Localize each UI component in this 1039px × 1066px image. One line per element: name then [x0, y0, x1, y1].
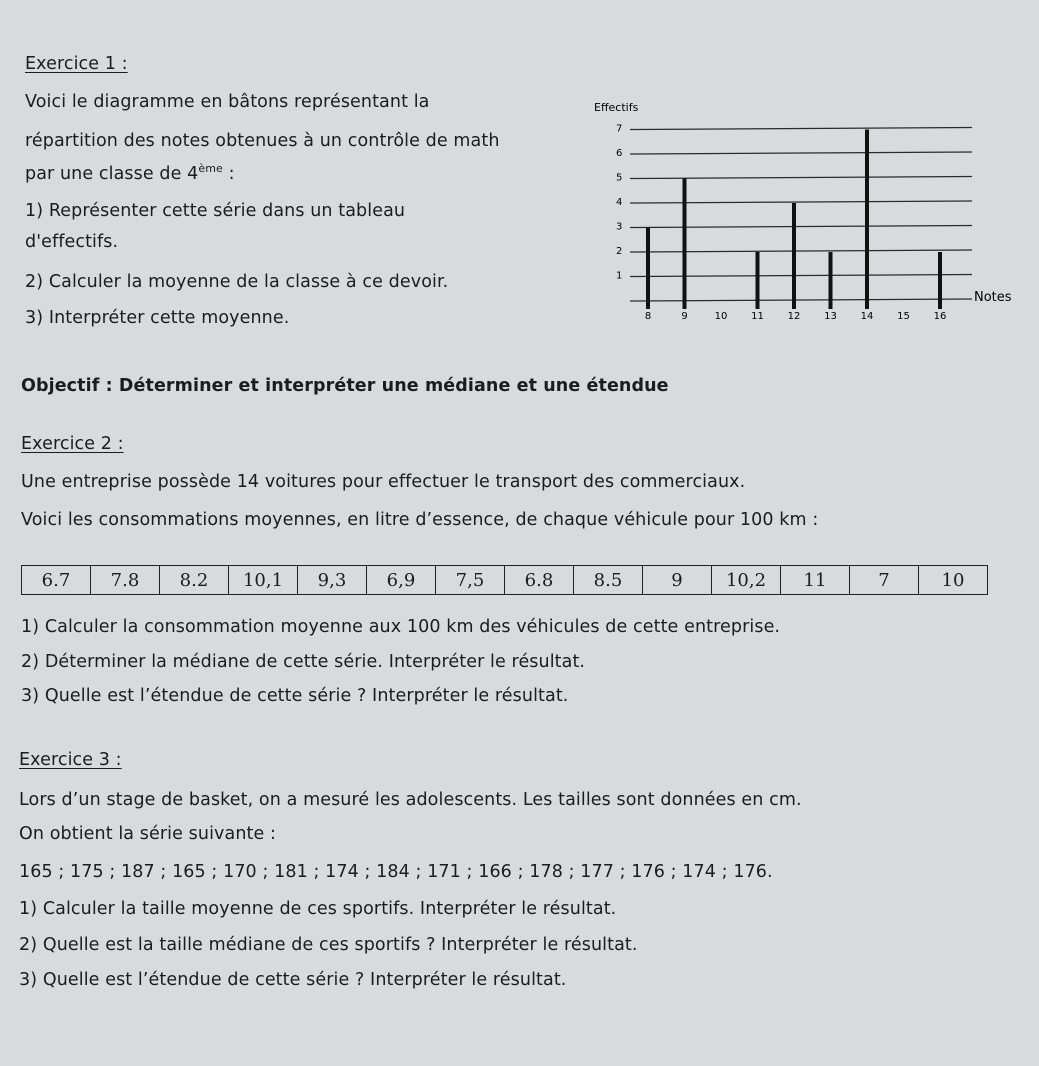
- y-tick-label: 5: [616, 172, 623, 184]
- table-cell: 9,3: [298, 566, 367, 595]
- exercise-1-title: Exercice 1 :: [25, 54, 128, 74]
- table-cell: 6.8: [505, 566, 574, 595]
- exercise-3-question-1: 1) Calculer la taille moyenne de ces sportifs. Interpréter le résultat.: [19, 899, 617, 919]
- gridline: [630, 275, 972, 277]
- y-tick-label: 7: [616, 123, 623, 135]
- table-cell: 8.5: [574, 566, 643, 595]
- x-axis-line: [630, 299, 972, 301]
- exercise-1-intro-line-3: [25, 162, 235, 184]
- table-cell: 7: [850, 566, 919, 595]
- x-tick-label: 9: [681, 311, 688, 322]
- table-cell: 10,2: [712, 566, 781, 595]
- x-tick-label: 11: [751, 311, 764, 322]
- x-axis-title: Notes: [974, 290, 1012, 305]
- y-tick-label: 6: [616, 148, 623, 159]
- exercise-3-title: Exercice 3 :: [19, 750, 122, 770]
- gridline: [630, 226, 972, 228]
- exercise-3-paragraph-1: Lors d’un stage de basket, on a mesuré les adolescents. Les tailles sont données en cm.: [19, 790, 802, 810]
- exercise-2-question-3: 3) Quelle est l’étendue de cette série ? Interpréter le résultat.: [21, 686, 569, 706]
- exercise-2-question-1: 1) Calculer la consommation moyenne aux 100 km des véhicules de cette entreprise.: [21, 617, 781, 637]
- y-axis-title: Effectifs: [594, 101, 639, 114]
- y-tick-label: 4: [616, 197, 623, 208]
- gridline: [630, 128, 972, 130]
- exercise-2-paragraph-1: Une entreprise possède 14 voitures pour effectuer le transport des commerciaux.: [21, 472, 746, 492]
- table-row: [22, 566, 988, 595]
- exercise-3-question-3: 3) Quelle est l’étendue de cette série ? Interpréter le résultat.: [19, 970, 567, 990]
- table-cell: 7,5: [436, 566, 505, 595]
- table-cell: 8.2: [160, 566, 229, 595]
- exercise-1-question-2: 2) Calculer la moyenne de la classe à ce devoir.: [25, 272, 449, 292]
- gridline: [630, 201, 972, 203]
- x-tick-label: 13: [824, 311, 837, 322]
- gridline: [630, 152, 972, 154]
- x-tick-label: 16: [933, 311, 947, 322]
- exercise-2-paragraph-2: Voici les consommations moyennes, en litre d’essence, de chaque véhicule pour 100 km :: [21, 510, 819, 530]
- table-cell: 6,9: [367, 566, 436, 595]
- table-cell: 9: [643, 566, 712, 595]
- gridline: [630, 177, 972, 179]
- exercise-1-question-1b: d'effectifs.: [25, 232, 119, 252]
- exercise-1-question-3: 3) Interpréter cette moyenne.: [25, 308, 290, 328]
- consumption-table: [21, 565, 988, 595]
- exercise-3-series: 165 ; 175 ; 187 ; 165 ; 170 ; 181 ; 174 ; 184 ; 171 ; 166 ; 178 ; 177 ; 176 ; 174 ; 176.: [19, 862, 773, 882]
- y-tick-label: 3: [616, 221, 623, 233]
- exercise-1-question-1a: 1) Représenter cette série dans un tableau: [25, 201, 406, 221]
- objective-text: Objectif : Déterminer et interpréter une médiane et une étendue: [21, 376, 669, 396]
- table-cell: 10: [919, 566, 988, 595]
- exercise-3-question-2: 2) Quelle est la taille médiane de ces sportifs ? Interpréter le résultat.: [19, 935, 638, 955]
- x-tick-label: 12: [787, 311, 801, 322]
- x-tick-label: 8: [644, 311, 652, 322]
- intro-text: par une classe de 4: [25, 163, 199, 184]
- intro-colon: :: [222, 163, 235, 184]
- gridline: [630, 250, 972, 252]
- y-tick-label: 1: [616, 270, 623, 282]
- table-cell: 10,1: [229, 566, 298, 595]
- table-cell: 11: [781, 566, 850, 595]
- table-cell: 6.7: [22, 566, 91, 595]
- x-tick-label: 15: [897, 311, 910, 322]
- exercise-2-question-2: 2) Déterminer la médiane de cette série. Interpréter le résultat.: [21, 652, 586, 672]
- exercise-3-paragraph-2: On obtient la série suivante :: [19, 824, 276, 844]
- table-cell: 7.8: [91, 566, 160, 595]
- exercise-1-intro-line-2: répartition des notes obtenues à un contrôle de math: [25, 131, 500, 151]
- grades-bar-chart: [580, 95, 1020, 330]
- exercise-2-title: Exercice 2 :: [21, 434, 124, 454]
- grade-superscript: ème: [198, 162, 223, 175]
- x-tick-label: 10: [714, 311, 728, 322]
- x-tick-label: 14: [860, 311, 874, 322]
- exercise-1-intro-line-1: Voici le diagramme en bâtons représentant la: [25, 92, 430, 112]
- y-tick-label: 2: [616, 246, 623, 257]
